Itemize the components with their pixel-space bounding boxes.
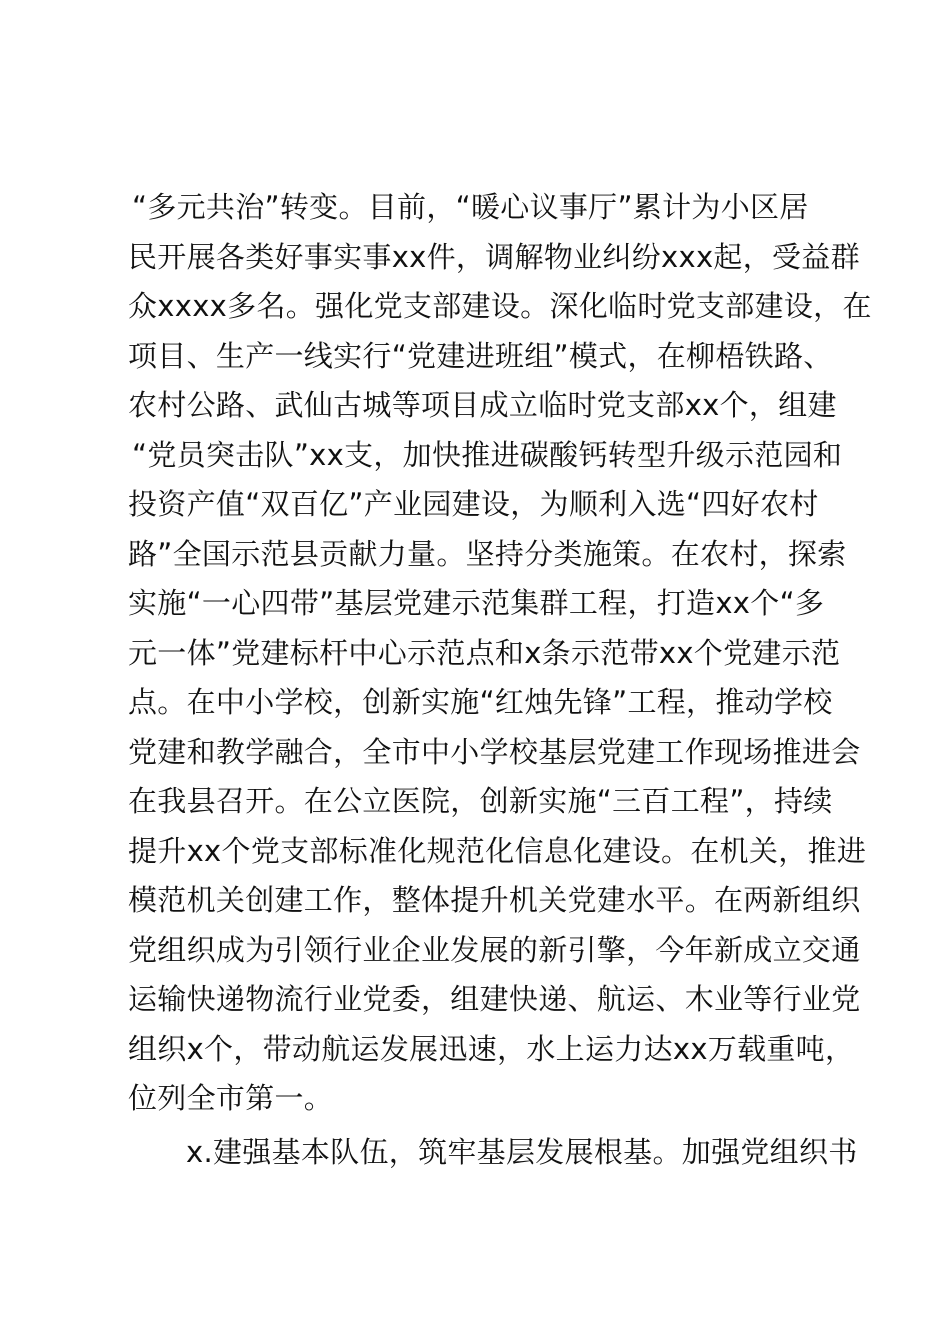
text-line: 农村公路、武仙古城等项目成立临时党支部xx个，组建 bbox=[128, 388, 837, 422]
text-line: 元一体”党建标杆中心示范点和x条示范带xx个党建示范 bbox=[128, 635, 841, 670]
text-line: 提升xx个党支部标准化规范化信息化建设。在机关，推进 bbox=[128, 833, 867, 868]
text-line: “党员突击队”xx支，加快推进碳酸钙转型升级示范园和 bbox=[132, 437, 843, 472]
paragraph-2 bbox=[128, 1128, 868, 1178]
text-line: x.建强基本队伍，筑牢基层发展根基。加强党组织书 bbox=[186, 1135, 858, 1169]
text-line: 运输快递物流行业党委，组建快递、航运、木业等行业党 bbox=[128, 982, 861, 1016]
text-line: 实施“一心四带”基层党建示范集群工程，打造xx个“多 bbox=[128, 586, 825, 620]
text-line: 投资产值“双百亿”产业园建设，为顺利入选“四好农村 bbox=[128, 487, 819, 521]
text-line: 位列全市第一。 bbox=[128, 1081, 334, 1115]
paragraph-1 bbox=[128, 183, 872, 1124]
text-line: 点。在中小学校，创新实施“红烛先锋”工程，推动学校 bbox=[128, 685, 833, 719]
text-line: 众xxxx多名。强化党支部建设。深化临时党支部建设，在 bbox=[128, 289, 872, 323]
text-line: 路”全国示范县贡献力量。坚持分类施策。在农村，探索 bbox=[128, 536, 847, 571]
text-line: “多元共治”转变。目前，“暖心议事厅”累计为小区居 bbox=[132, 190, 809, 224]
text-line: 党组织成为引领行业企业发展的新引擎，今年新成立交通 bbox=[128, 932, 861, 967]
text-line: 组织x个，带动航运发展迅速，水上运力达xx万载重吨， bbox=[128, 1031, 855, 1066]
text-line: 项目、生产一线实行“党建进班组”模式，在柳梧铁路、 bbox=[128, 338, 833, 373]
text-line: 民开展各类好事实事xx件，调解物业纠纷xxx起，受益群 bbox=[128, 239, 860, 274]
text-line: 党建和教学融合，全市中小学校基层党建工作现场推进会 bbox=[128, 734, 861, 769]
text-line: 在我县召开。在公立医院，创新实施“三百工程”，持续 bbox=[128, 784, 833, 818]
text-line: 模范机关创建工作，整体提升机关党建水平。在两新组织 bbox=[128, 883, 861, 917]
